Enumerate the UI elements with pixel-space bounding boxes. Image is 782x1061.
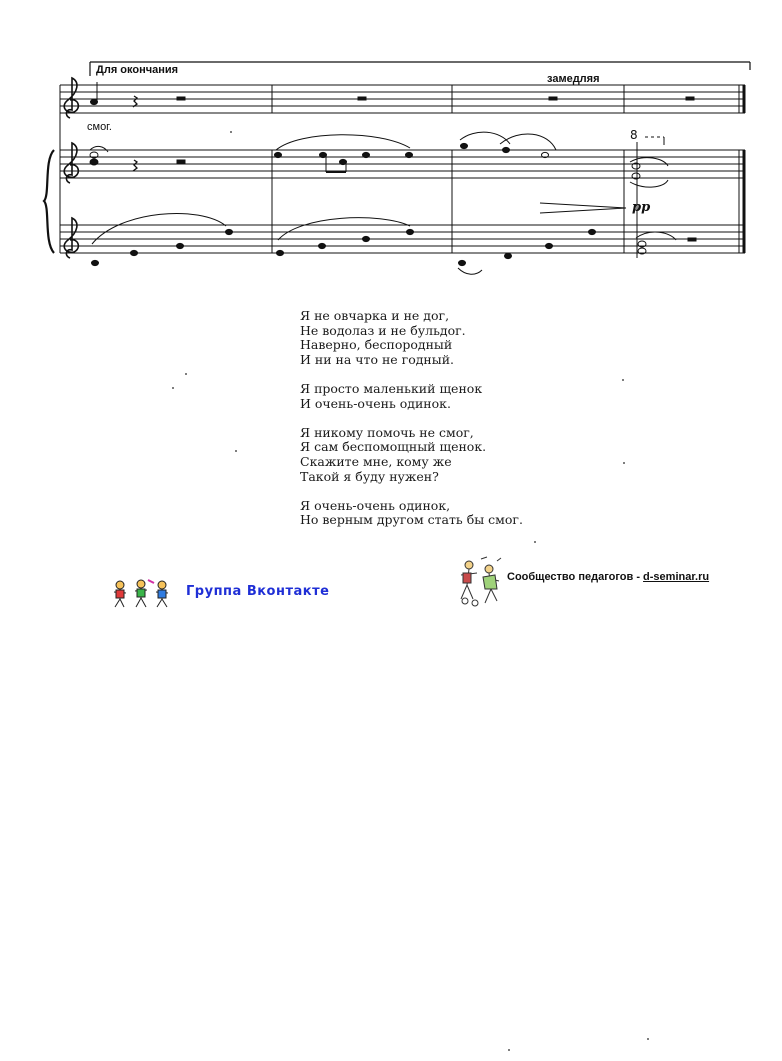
running-kids-icon [108, 578, 178, 610]
scan-speck [230, 131, 232, 133]
community-credit [507, 571, 709, 583]
poem-line: Я никому помочь не смог, [300, 424, 474, 440]
dynamic-marking: pp [632, 200, 651, 215]
barlines [272, 85, 739, 253]
stanza [300, 499, 523, 528]
ending-label: Для окончания [96, 64, 179, 76]
whole-rest-icon [358, 97, 366, 100]
community-prefix: Сообщество педагогов - [507, 571, 640, 583]
piano-brace [44, 150, 54, 253]
piano-bass-staff [60, 225, 745, 253]
lyric-syllable: смог. [87, 121, 112, 133]
scan-speck [647, 1038, 649, 1040]
scan-speck [172, 387, 174, 389]
scan-speck [185, 373, 187, 375]
piano-treble-staff [60, 150, 745, 178]
poem-line: Я очень-очень одинок, [300, 497, 451, 513]
octave-mark: 8 [630, 128, 638, 142]
music-score [0, 0, 782, 290]
stanza [300, 426, 523, 484]
diminuendo-hairpin [540, 203, 626, 213]
scan-speck [508, 1049, 510, 1051]
poem-text [300, 309, 523, 543]
whole-rest-icon [549, 97, 557, 100]
scan-speck [534, 541, 536, 543]
treble-clef-icons [64, 78, 78, 258]
scan-speck [623, 462, 625, 464]
poem-line: Скажите мне, кому же [300, 453, 452, 469]
poem-line: Но верным другом стать бы смог. [300, 512, 523, 528]
quarter-rest-icon [133, 96, 137, 107]
stanza [300, 309, 523, 367]
half-rest-icon [177, 97, 185, 100]
vk-group-link[interactable]: Группа Вконтакте [186, 584, 330, 599]
tempo-marking: замедляя [547, 73, 600, 85]
poem-line: И ни на что не годный. [300, 351, 455, 367]
teachers-community-icon [455, 555, 505, 607]
poem-line: Я не овчарка и не дог, [300, 308, 450, 323]
poem-line: И очень-очень одинок. [300, 395, 451, 411]
voice-note [91, 99, 98, 104]
whole-rest-icon [686, 97, 694, 100]
poem-line: Не водолаз и не бульдог. [300, 322, 466, 338]
poem-line: Такой я буду нужен? [300, 468, 439, 484]
voice-staff [60, 85, 745, 113]
stanza [300, 382, 523, 411]
poem-line: Наверно, беспородный [300, 337, 453, 353]
scan-speck [622, 379, 624, 381]
poem-line: Я сам беспомощный щенок. [300, 439, 487, 455]
community-link[interactable]: d-seminar.ru [643, 571, 710, 583]
scan-speck [235, 450, 237, 452]
poem-line: Я просто маленький щенок [300, 380, 483, 396]
